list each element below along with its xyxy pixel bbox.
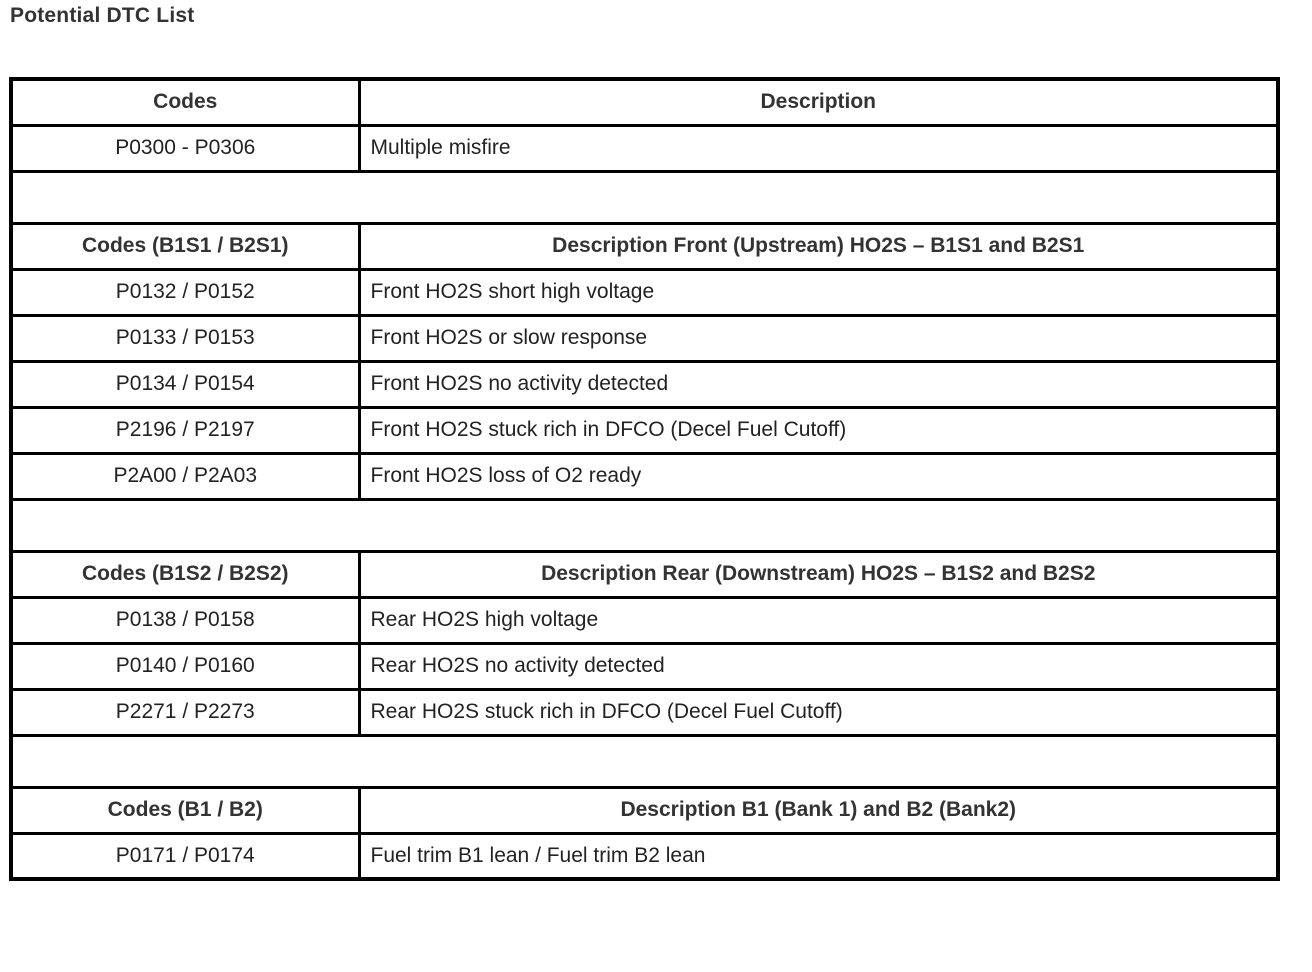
spacer-row <box>11 171 1278 223</box>
description-header: Description Rear (Downstream) HO2S – B1S2 and B2S2 <box>359 551 1278 597</box>
spacer-cell <box>11 499 1278 551</box>
table-row <box>11 125 1278 171</box>
table-row <box>11 315 1278 361</box>
table-row <box>11 597 1278 643</box>
description-cell: Front HO2S no activity detected <box>359 361 1278 407</box>
table-row <box>11 453 1278 499</box>
description-cell: Front HO2S loss of O2 ready <box>359 453 1278 499</box>
description-cell: Rear HO2S high voltage <box>359 597 1278 643</box>
description-cell: Front HO2S short high voltage <box>359 269 1278 315</box>
code-cell: P0300 - P0306 <box>11 125 359 171</box>
code-cell: P2A00 / P2A03 <box>11 453 359 499</box>
spacer-row <box>11 499 1278 551</box>
codes-header: Codes <box>11 79 359 125</box>
dtc-table-body <box>11 79 1278 879</box>
code-cell: P0171 / P0174 <box>11 833 359 879</box>
description-cell: Multiple misfire <box>359 125 1278 171</box>
code-cell: P2196 / P2197 <box>11 407 359 453</box>
table-row <box>11 407 1278 453</box>
description-cell: Rear HO2S no activity detected <box>359 643 1278 689</box>
spacer-cell <box>11 171 1278 223</box>
section-header-row <box>11 223 1278 269</box>
page-title: Potential DTC List <box>10 4 195 27</box>
description-header: Description Front (Upstream) HO2S – B1S1 and B2S1 <box>359 223 1278 269</box>
section-header-row <box>11 551 1278 597</box>
table-row <box>11 643 1278 689</box>
code-cell: P0134 / P0154 <box>11 361 359 407</box>
codes-header: Codes (B1S1 / B2S1) <box>11 223 359 269</box>
description-header: Description <box>359 79 1278 125</box>
table-row <box>11 269 1278 315</box>
code-cell: P0133 / P0153 <box>11 315 359 361</box>
section-header-row <box>11 79 1278 125</box>
dtc-table <box>9 77 1280 881</box>
description-cell: Rear HO2S stuck rich in DFCO (Decel Fuel Cutoff) <box>359 689 1278 735</box>
table-row <box>11 361 1278 407</box>
description-header: Description B1 (Bank 1) and B2 (Bank2) <box>359 787 1278 833</box>
description-cell: Front HO2S or slow response <box>359 315 1278 361</box>
description-cell: Fuel trim B1 lean / Fuel trim B2 lean <box>359 833 1278 879</box>
table-row <box>11 833 1278 879</box>
code-cell: P0138 / P0158 <box>11 597 359 643</box>
spacer-cell <box>11 735 1278 787</box>
section-header-row <box>11 787 1278 833</box>
code-cell: P0140 / P0160 <box>11 643 359 689</box>
spacer-row <box>11 735 1278 787</box>
code-cell: P2271 / P2273 <box>11 689 359 735</box>
table-row <box>11 689 1278 735</box>
codes-header: Codes (B1S2 / B2S2) <box>11 551 359 597</box>
code-cell: P0132 / P0152 <box>11 269 359 315</box>
codes-header: Codes (B1 / B2) <box>11 787 359 833</box>
description-cell: Front HO2S stuck rich in DFCO (Decel Fuel Cutoff) <box>359 407 1278 453</box>
